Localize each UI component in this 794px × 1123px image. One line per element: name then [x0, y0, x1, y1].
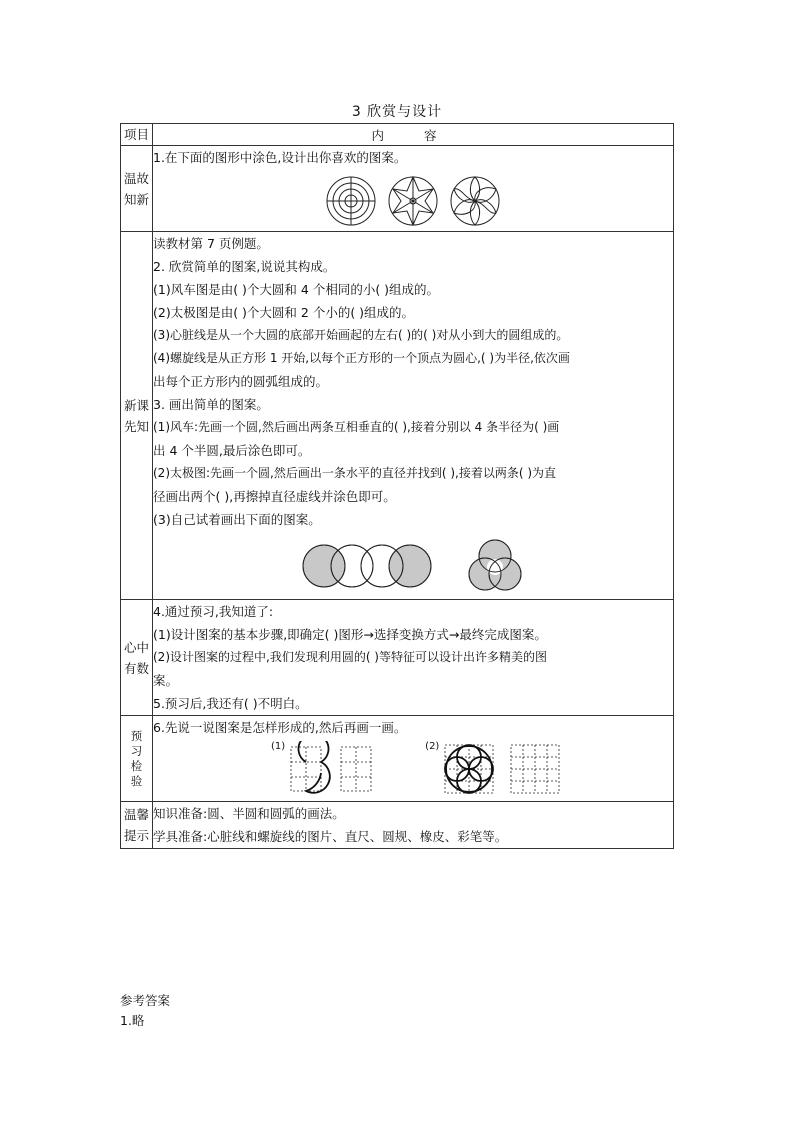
row-label-summary [121, 600, 153, 716]
figure-label: (1) [271, 741, 286, 752]
row-label-text: 心中 有数 [123, 639, 149, 676]
text-line: 5.预习后,我还有( )不明白。 [153, 696, 308, 711]
row-label-text: 预 习 检 验 [130, 728, 143, 788]
text-line: 2. 欣赏简单的图案,说说其构成。 [153, 259, 336, 274]
row-content-summary [153, 600, 674, 716]
text-line: 知识准备:圆、半圆和圆弧的画法。 [153, 806, 345, 821]
spiral-grid-figure [289, 741, 399, 797]
row-label-text: 温馨 提示 [123, 807, 149, 843]
table-row [121, 716, 674, 802]
table-row [121, 600, 674, 716]
answer-section [120, 991, 170, 1031]
text-line: 读教材第 7 页例题。 [153, 236, 269, 251]
table-row [121, 802, 674, 849]
text-line: 案。 [153, 673, 179, 688]
answer-item: 1.略 [120, 1013, 145, 1028]
table-row [121, 232, 674, 600]
text-line: (1)风车图是由( )个大圆和 4 个相同的小( )组成的。 [153, 282, 440, 297]
text-line: 出 4 个半圆,最后涂色即可。 [153, 443, 311, 458]
text-line: (3)自己试着画出下面的图案。 [153, 512, 321, 527]
worksheet-table [120, 123, 674, 849]
text-line: (4)螺旋线是从正方形 1 开始,以每个正方形的一个顶点为圆心,( )为半径,依次画 [153, 351, 570, 365]
row-label-tips [121, 802, 153, 849]
text-line: (2)太极图是由( )个大圆和 2 个小的( )组成的。 [153, 305, 415, 320]
overlapping-circles-chain-figure [302, 541, 432, 591]
concentric-circles-figure [325, 175, 377, 227]
text-line: 径画出两个( ),再擦掉直径虚线并涂色即可。 [153, 489, 396, 504]
row-label-review [121, 146, 153, 232]
text-line: 学具准备:心脏线和螺旋线的图片、直尺、圆规、橡皮、彩笔等。 [153, 829, 508, 844]
question-text: 1.在下面的图形中涂色,设计出你喜欢的图案。 [153, 150, 407, 165]
text-line: 3. 画出简单的图案。 [153, 397, 269, 412]
figure-group [153, 537, 673, 595]
row-content-review [153, 146, 674, 232]
answer-heading: 参考答案 [120, 993, 171, 1008]
row-label-preview [121, 232, 153, 600]
star-in-circle-figure [387, 175, 439, 227]
text-line: (1)风车:先画一个圆,然后画出两条互相垂直的( ),接着分别以 4 条半径为( )画 [153, 420, 560, 434]
circle-pattern-grid-figure [443, 741, 563, 797]
figure-group [153, 175, 673, 227]
text-line: 6.先说一说图案是怎样形成的,然后再画一画。 [153, 720, 407, 735]
header-content: 内 容 [153, 124, 674, 146]
row-label-text: 温故 知新 [123, 170, 149, 207]
header-item: 项目 [121, 124, 153, 146]
table-row [121, 146, 674, 232]
row-content-tips [153, 802, 674, 849]
figure-group [271, 741, 673, 797]
row-content-preview [153, 232, 674, 600]
text-line: (2)设计图案的过程中,我们发现利用圆的( )等特征可以设计出许多精美的图 [153, 650, 547, 664]
row-label-text: 新课 先知 [123, 397, 149, 434]
text-line: (3)心脏线是从一个大圆的底部开始画起的左右( )的( )对从小到大的圆组成的。 [153, 328, 569, 342]
text-line: (1)设计图案的基本步骤,即确定( )图形→选择变换方式→最终完成图案。 [153, 627, 547, 642]
flower-in-circle-figure [449, 175, 501, 227]
row-content-check [153, 716, 674, 802]
figure-label: (2) [425, 741, 440, 752]
text-line: 出每个正方形内的圆弧组成的。 [153, 374, 329, 389]
table-header-row [121, 124, 674, 146]
text-line: (2)太极图:先画一个圆,然后画出一条水平的直径并找到( ),接着以两条( )为直 [153, 466, 557, 480]
page-title: 3 欣赏与设计 [351, 104, 443, 120]
row-label-check [121, 716, 153, 802]
text-line: 4.通过预习,我知道了: [153, 604, 274, 619]
three-circles-venn-figure [466, 537, 524, 595]
